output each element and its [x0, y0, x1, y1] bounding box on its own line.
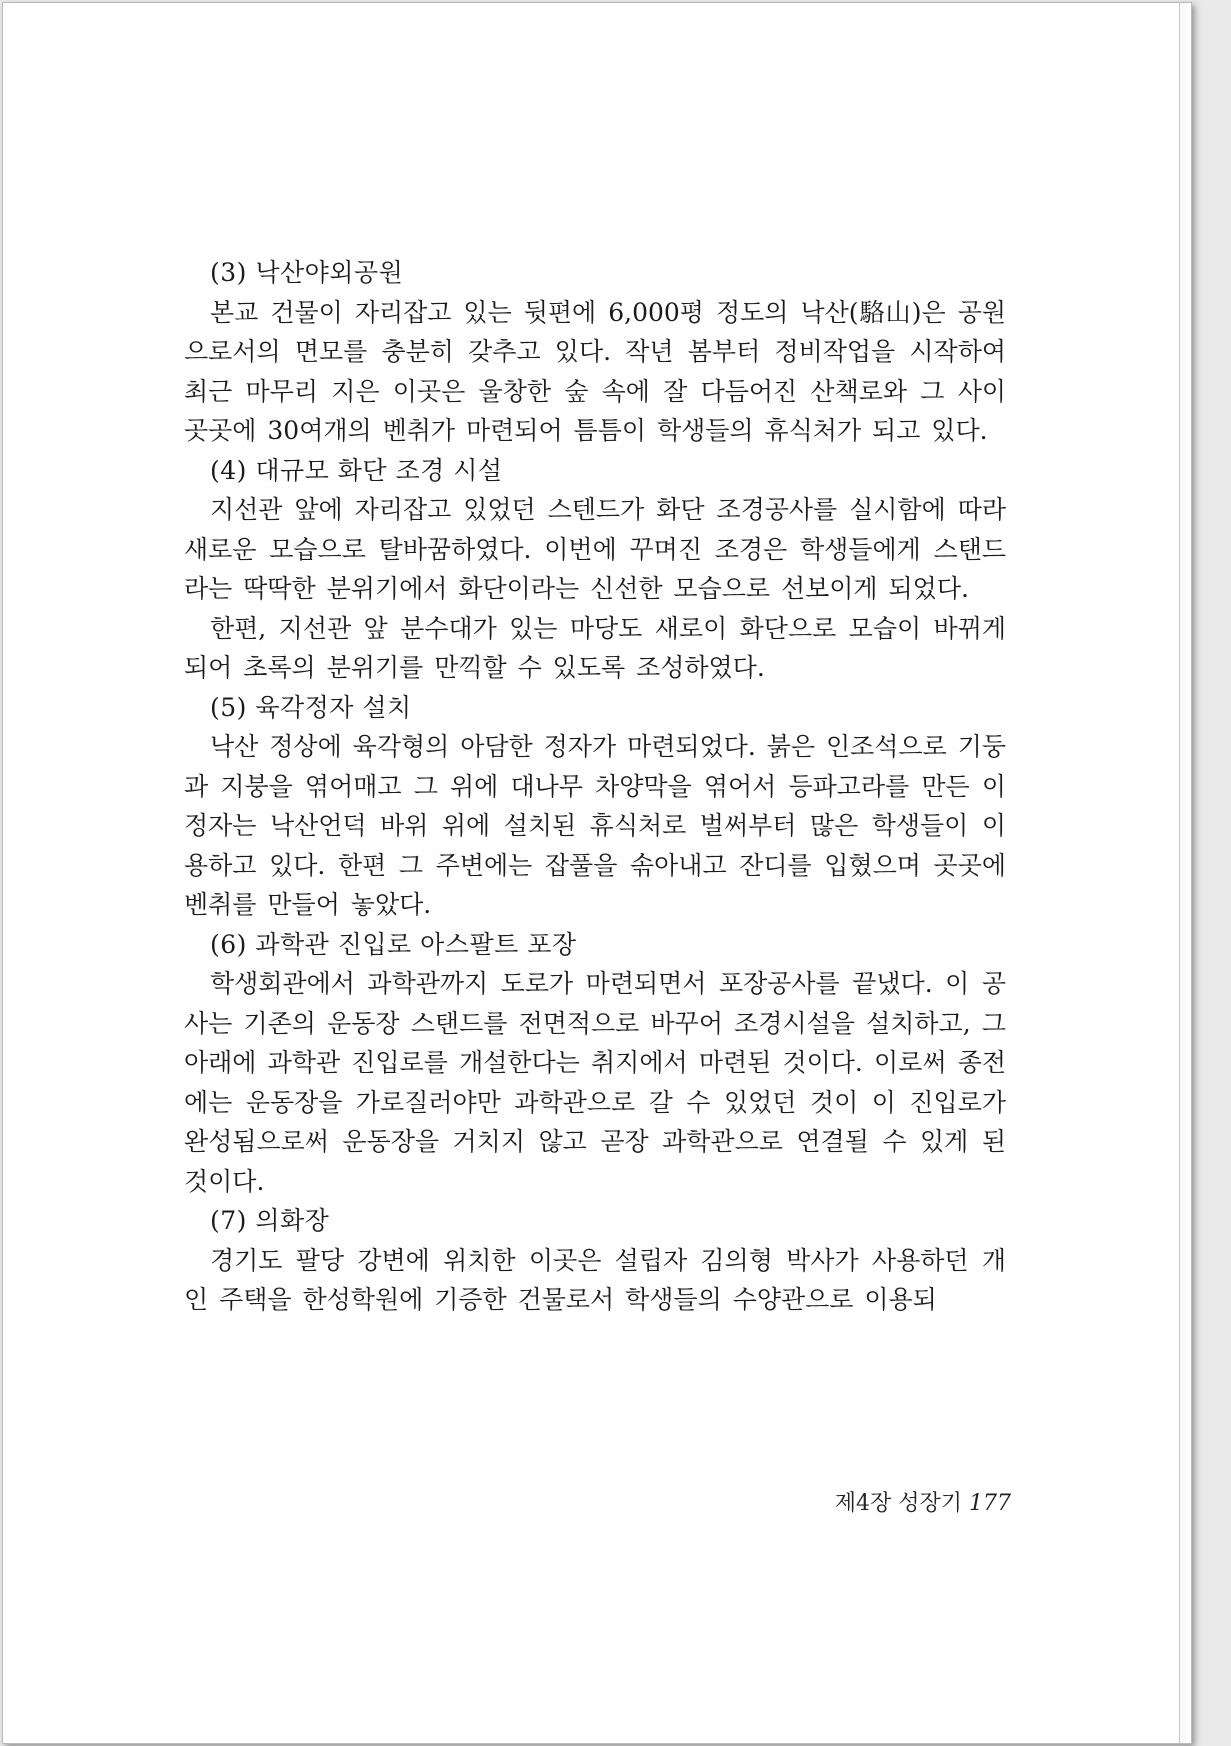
section-7 [184, 1201, 1006, 1320]
section-heading: (4) 대규모 화단 조경 시설 [210, 455, 503, 485]
section-3 [184, 253, 1006, 451]
paragraph: 경기도 팔당 강변에 위치한 이곳은 설립자 김의형 박사가 사용하던 개인 주택을 한성학원에 기증한 건물로서 학생들의 수양관으로 이용되 [184, 1245, 1006, 1314]
page-footer [835, 1486, 1011, 1517]
page-number: 177 [969, 1491, 1011, 1516]
page-edge [1179, 3, 1186, 1743]
paragraph: 학생회관에서 과학관까지 도로가 마련되면서 포장공사를 끝냈다. 이 공사는 기존의 운동장 스탠드를 전면적으로 바꾸어 조경시설을 설치하고, 그 아래에 과학관 진입로를 개설한다는 취지에서 마련된 것이다. 이로써 종전에는 운동장을 가로질러야만 과학관으로 갈 수 있었던 것이 이 진입로가 완성됨으로써 운동장을 거치지 않고 곧장 과학관으로 연결될 수 있게 된 것이다. [184, 969, 1006, 1196]
paragraph: 본교 건물이 자리잡고 있는 뒷편에 6,000평 정도의 낙산(駱山)은 공원으로서의 면모를 충분히 갖추고 있다. 작년 봄부터 정비작업을 시작하여 최근 마무리 지은 이곳은 울창한 숲 속에 잘 다듬어진 산책로와 그 사이 곳곳에 30여개의 벤취가 마련되어 틈틈이 학생들의 휴식처가 되고 있다. [184, 297, 1006, 445]
document-page [2, 2, 1192, 1744]
section-heading: (6) 과학관 진입로 아스팔트 포장 [210, 929, 577, 959]
section-heading: (3) 낙산야외공원 [210, 258, 404, 287]
section-heading: (5) 육각정자 설치 [210, 692, 412, 722]
paragraph: 한편, 지선관 앞 분수대가 있는 마당도 새로이 화단으로 모습이 바뀌게 되어 초록의 분위기를 만끽할 수 있도록 조성하였다. [184, 613, 1006, 682]
chapter-title: 제4장 성장기 [834, 1491, 962, 1516]
page-body [184, 253, 1006, 1320]
section-4 [184, 451, 1006, 688]
paragraph: 낙산 정상에 육각형의 아담한 정자가 마련되었다. 붉은 인조석으로 기둥과 지붕을 엮어매고 그 위에 대나무 차양막을 엮어서 등파고라를 만든 이 정자는 낙산언덕 바위 위에 설치된 휴식처로 벌써부터 많은 학생들이 이용하고 있다. 한편 그 주변에는 잡풀을 솎아내고 잔디를 입혔으며 곳곳에 벤취를 만들어 놓았다. [184, 732, 1006, 919]
paragraph: 지선관 앞에 자리잡고 있었던 스텐드가 화단 조경공사를 실시함에 따라 새로운 모습으로 탈바꿈하였다. 이번에 꾸며진 조경은 학생들에게 스탠드라는 딱딱한 분위기에서 화단이라는 신선한 모습으로 선보이게 되었다. [184, 495, 1006, 603]
section-5 [184, 688, 1006, 925]
section-6 [184, 925, 1006, 1202]
section-heading: (7) 의화장 [210, 1206, 330, 1235]
